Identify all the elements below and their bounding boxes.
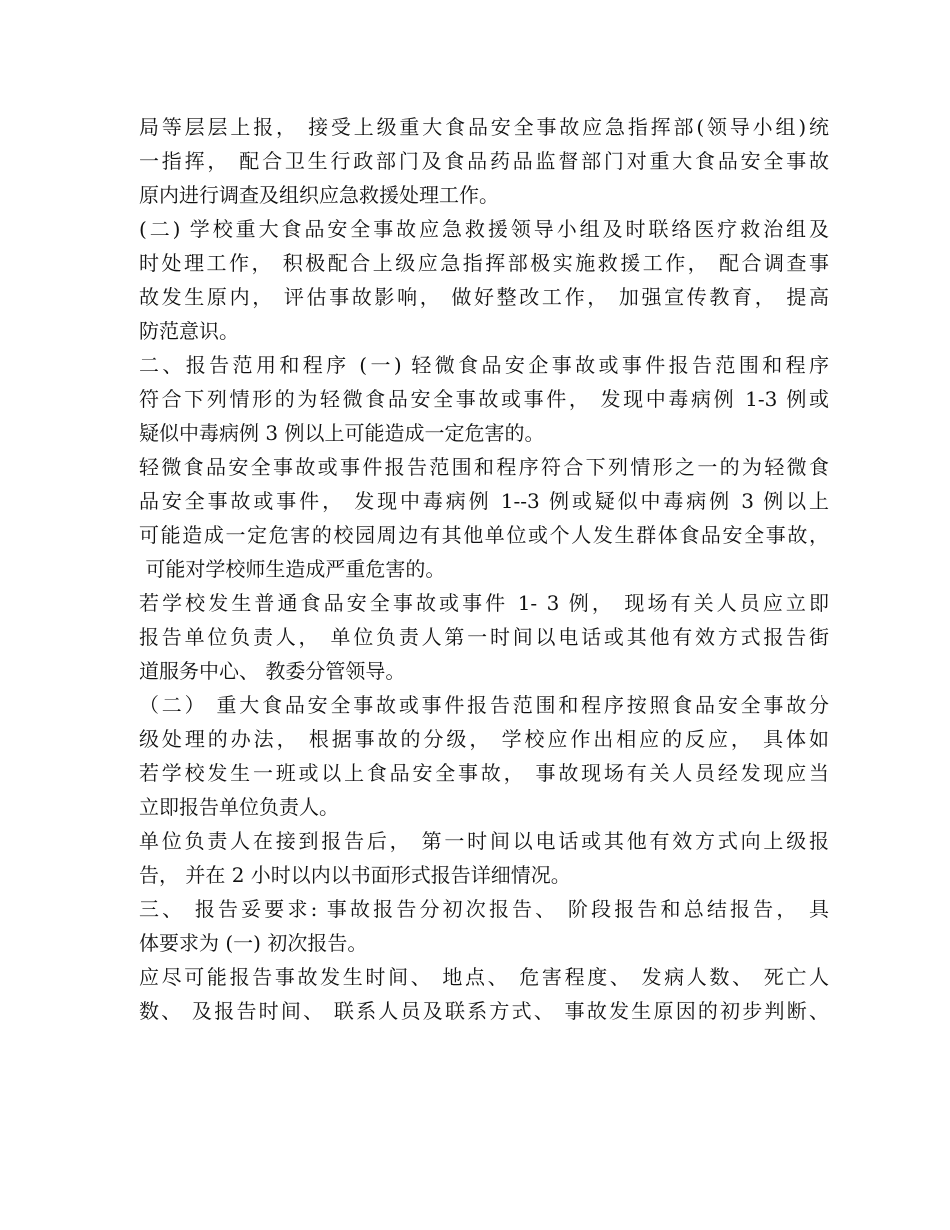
text-line: 可能对学校师生造成严重危害的。 bbox=[139, 557, 446, 581]
text-line: 故发生原内， 评估事故影响， 做好整改工作， 加强宣传教育， 提高 bbox=[139, 285, 829, 309]
text-line: 道服务中心、 教委分管领导。 bbox=[139, 659, 406, 683]
text-line: 应尽可能报告事故发生时间、 地点、 危害程度、 发病人数、 死亡人 bbox=[139, 965, 829, 989]
text-line: 品安全事故或事件， 发现中毒病例 1--3 例或疑似中毒病例 3 例以上 bbox=[139, 489, 829, 513]
text-line: （二） 重大食品安全事故或事件报告范围和程序按照食品安全事故分 bbox=[139, 693, 829, 717]
text-line: 若学校发生一班或以上食品安全事故， 事故现场有关人员经发现应当 bbox=[139, 761, 829, 785]
text-line: 可能造成一定危害的校园周边有其他单位或个人发生群体食品安全事故， bbox=[139, 523, 829, 547]
text-line: 符合下列情形的为轻微食品安全事故或事件， 发现中毒病例 1-3 例或 bbox=[139, 387, 829, 411]
text-line: 疑似中毒病例 3 例以上可能造成一定危害的。 bbox=[139, 421, 545, 445]
text-line: 二、报告范用和程序 (一) 轻微食品安企事故或事件报告范围和程序 bbox=[139, 353, 829, 377]
text-line: 时处理工作， 积极配合上级应急指挥部极实施救援工作， 配合调查事 bbox=[139, 251, 829, 275]
text-line: (二) 学校重大食品安全事故应急救援领导小组及时联络医疗救治组及 bbox=[139, 217, 829, 241]
text-line: 数、 及报告时间、 联系人员及联系方式、 事故发生原因的初步判断、 bbox=[139, 999, 829, 1023]
text-line: 报告单位负责人， 单位负责人第一时间以电话或其他有效方式报告街 bbox=[139, 625, 829, 649]
document-body bbox=[139, 110, 829, 1028]
text-line: 原内进行调查及组织应急救援处理工作。 bbox=[139, 183, 499, 207]
text-line: 若学校发生普通食品安全事故或事件 1- 3 例， 现场有关人员应立即 bbox=[139, 591, 829, 615]
text-line: 轻微食品安全事故或事件报告范围和程序符合下列情形之一的为轻微食 bbox=[139, 455, 829, 479]
text-line: 告， 并在 2 小时以内以书面形式报告详细情况。 bbox=[139, 863, 571, 887]
text-line: 立即报告单位负责人。 bbox=[139, 795, 339, 819]
text-line: 三、 报告妥要求: 事故报告分初次报告、 阶段报告和总结报告， 具 bbox=[139, 897, 829, 921]
text-line: 局等层层上报， 接受上级重大食品安全事故应急指挥部(领导小组)统 bbox=[139, 115, 829, 139]
text-line: 级处理的办法， 根据事故的分级， 学校应作出相应的反应， 具体如 bbox=[139, 727, 829, 751]
text-line: 单位负责人在接到报告后， 第一时间以电话或其他有效方式向上级报 bbox=[139, 829, 829, 853]
text-line: 一指挥， 配合卫生行政部门及食品药品监督部门对重大食品安全事故 bbox=[139, 149, 829, 173]
text-line: 防范意识。 bbox=[139, 319, 239, 343]
text-line: 体要求为 (一) 初次报告。 bbox=[139, 931, 368, 955]
